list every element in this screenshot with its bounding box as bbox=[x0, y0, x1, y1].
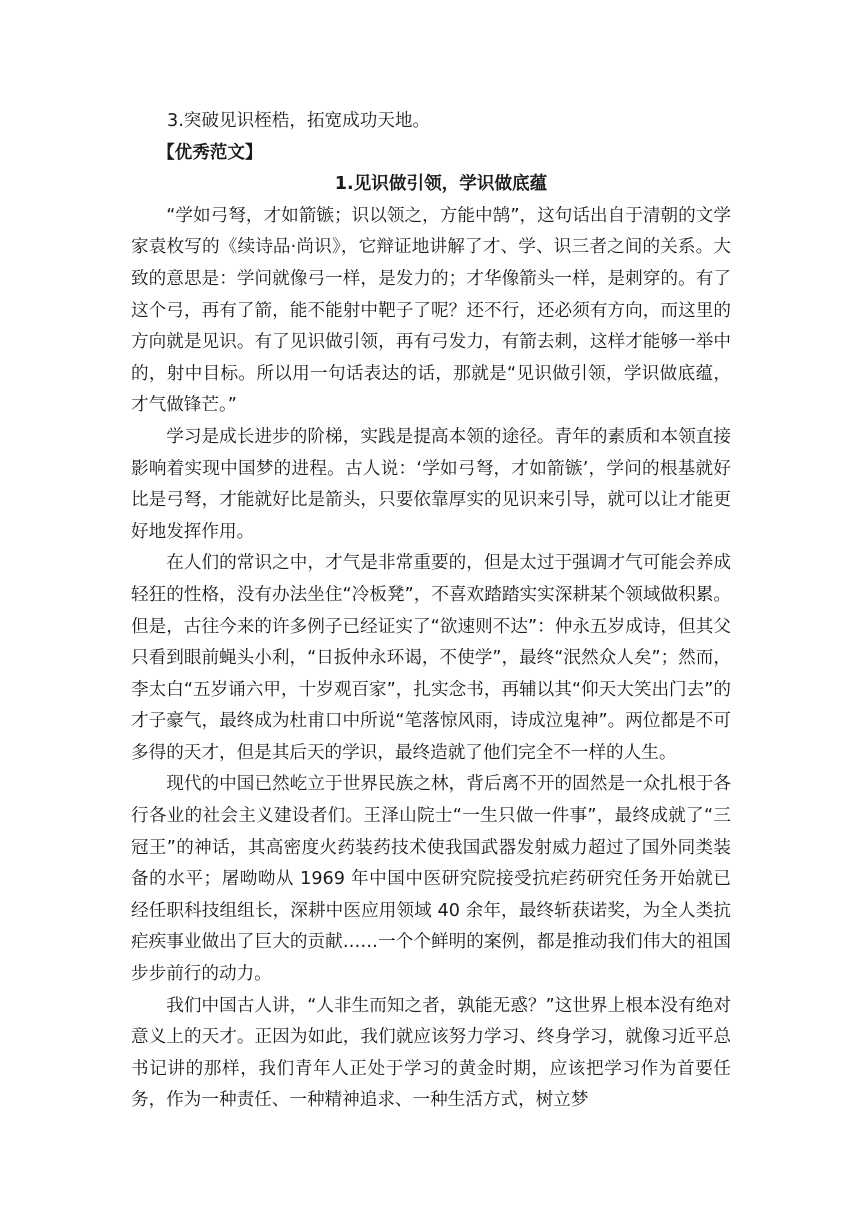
essay-title: 1.见识做引领，学识做底蕴 bbox=[334, 174, 548, 195]
paragraph-5: 我们中国古人讲，“人非生而知之者，孰能无惑？”这世界上根本没有绝对意义上的天才。正因为如此，我们就应该努力学习、终身学习，就像习近平总书记讲的那样，我们青年人正处于学习的黄金时期，应该把学习作为首要任务，作为一种责任、一种精神追求、一种生活方式，树立梦 bbox=[131, 995, 731, 1111]
paragraph-2: 学习是成长进步的阶梯，实践是提高本领的途径。青年的素质和本领直接影响着实现中国梦的进程。古人说：‘学如弓弩，才如箭镞’，学问的根基就好比是弓弩，才能就好比是箭头，只要依靠厚实的见识来引导，就可以让才能更好地发挥作用。 bbox=[131, 426, 731, 542]
outline-point-3: 3.突破见识桎梏，拓宽成功天地。 bbox=[167, 111, 431, 131]
paragraph-4: 现代的中国已然屹立于世界民族之林，背后离不开的固然是一众扎根于各行各业的社会主义建设者们。王泽山院士“一生只做一件事”，最终成就了“三冠王”的神话，其高密度火药装药技术使我国武器发射威力超过了国外同类装备的水平；屠呦呦从 1969 年中国中医研究院接受抗疟药研究任务开始就已经任职科技组组长，深耕中医应用领域 40 余年，最终斩获诺奖，为全人类抗疟疾事业做出了巨大的贡献……一个个鲜明的案例，都是推动我们伟大的祖国步步前行的动力。 bbox=[131, 774, 731, 985]
paragraph-1: “学如弓弩，才如箭镞；识以领之，方能中鹄”，这句话出自于清朝的文学家袁枚写的《续诗品·尚识》，它辩证地讲解了才、学、识三者之间的关系。大致的意思是：学问就像弓一样，是发力的；才华像箭头一样，是刺穿的。有了这个弓，再有了箭，能不能射中靶子了呢？还不行，还必须有方向，而这里的方向就是见识。有了见识做引领，再有弓发力，有箭去刺，这样才能够一举中的，射中目标。所以用一句话表达的话，那就是“见识做引领，学识做底蕴，才气做锋芒。” bbox=[131, 205, 731, 416]
section-label: 【优秀范文】 bbox=[157, 142, 263, 163]
paragraph-3: 在人们的常识之中，才气是非常重要的，但是太过于强调才气可能会养成轻狂的性格，没有办法坐住“冷板凳”，不喜欢踏踏实实深耕某个领域做积累。但是，古往今来的许多例子已经证实了“欲速则不达”：仲永五岁成诗，但其父只看到眼前蝇头小利，“日扳仲永环谒，不使学”，最终“泯然众人矣”；然而，李太白“五岁诵六甲，十岁观百家”，扎实念书，再辅以其“仰天大笑出门去”的才子豪气，最终成为杜甫口中所说“笔落惊风雨，诗成泣鬼神”。两位都是不可多得的天才，但是其后天的学识，最终造就了他们完全不一样的人生。 bbox=[131, 553, 731, 763]
document-body bbox=[131, 106, 731, 1117]
